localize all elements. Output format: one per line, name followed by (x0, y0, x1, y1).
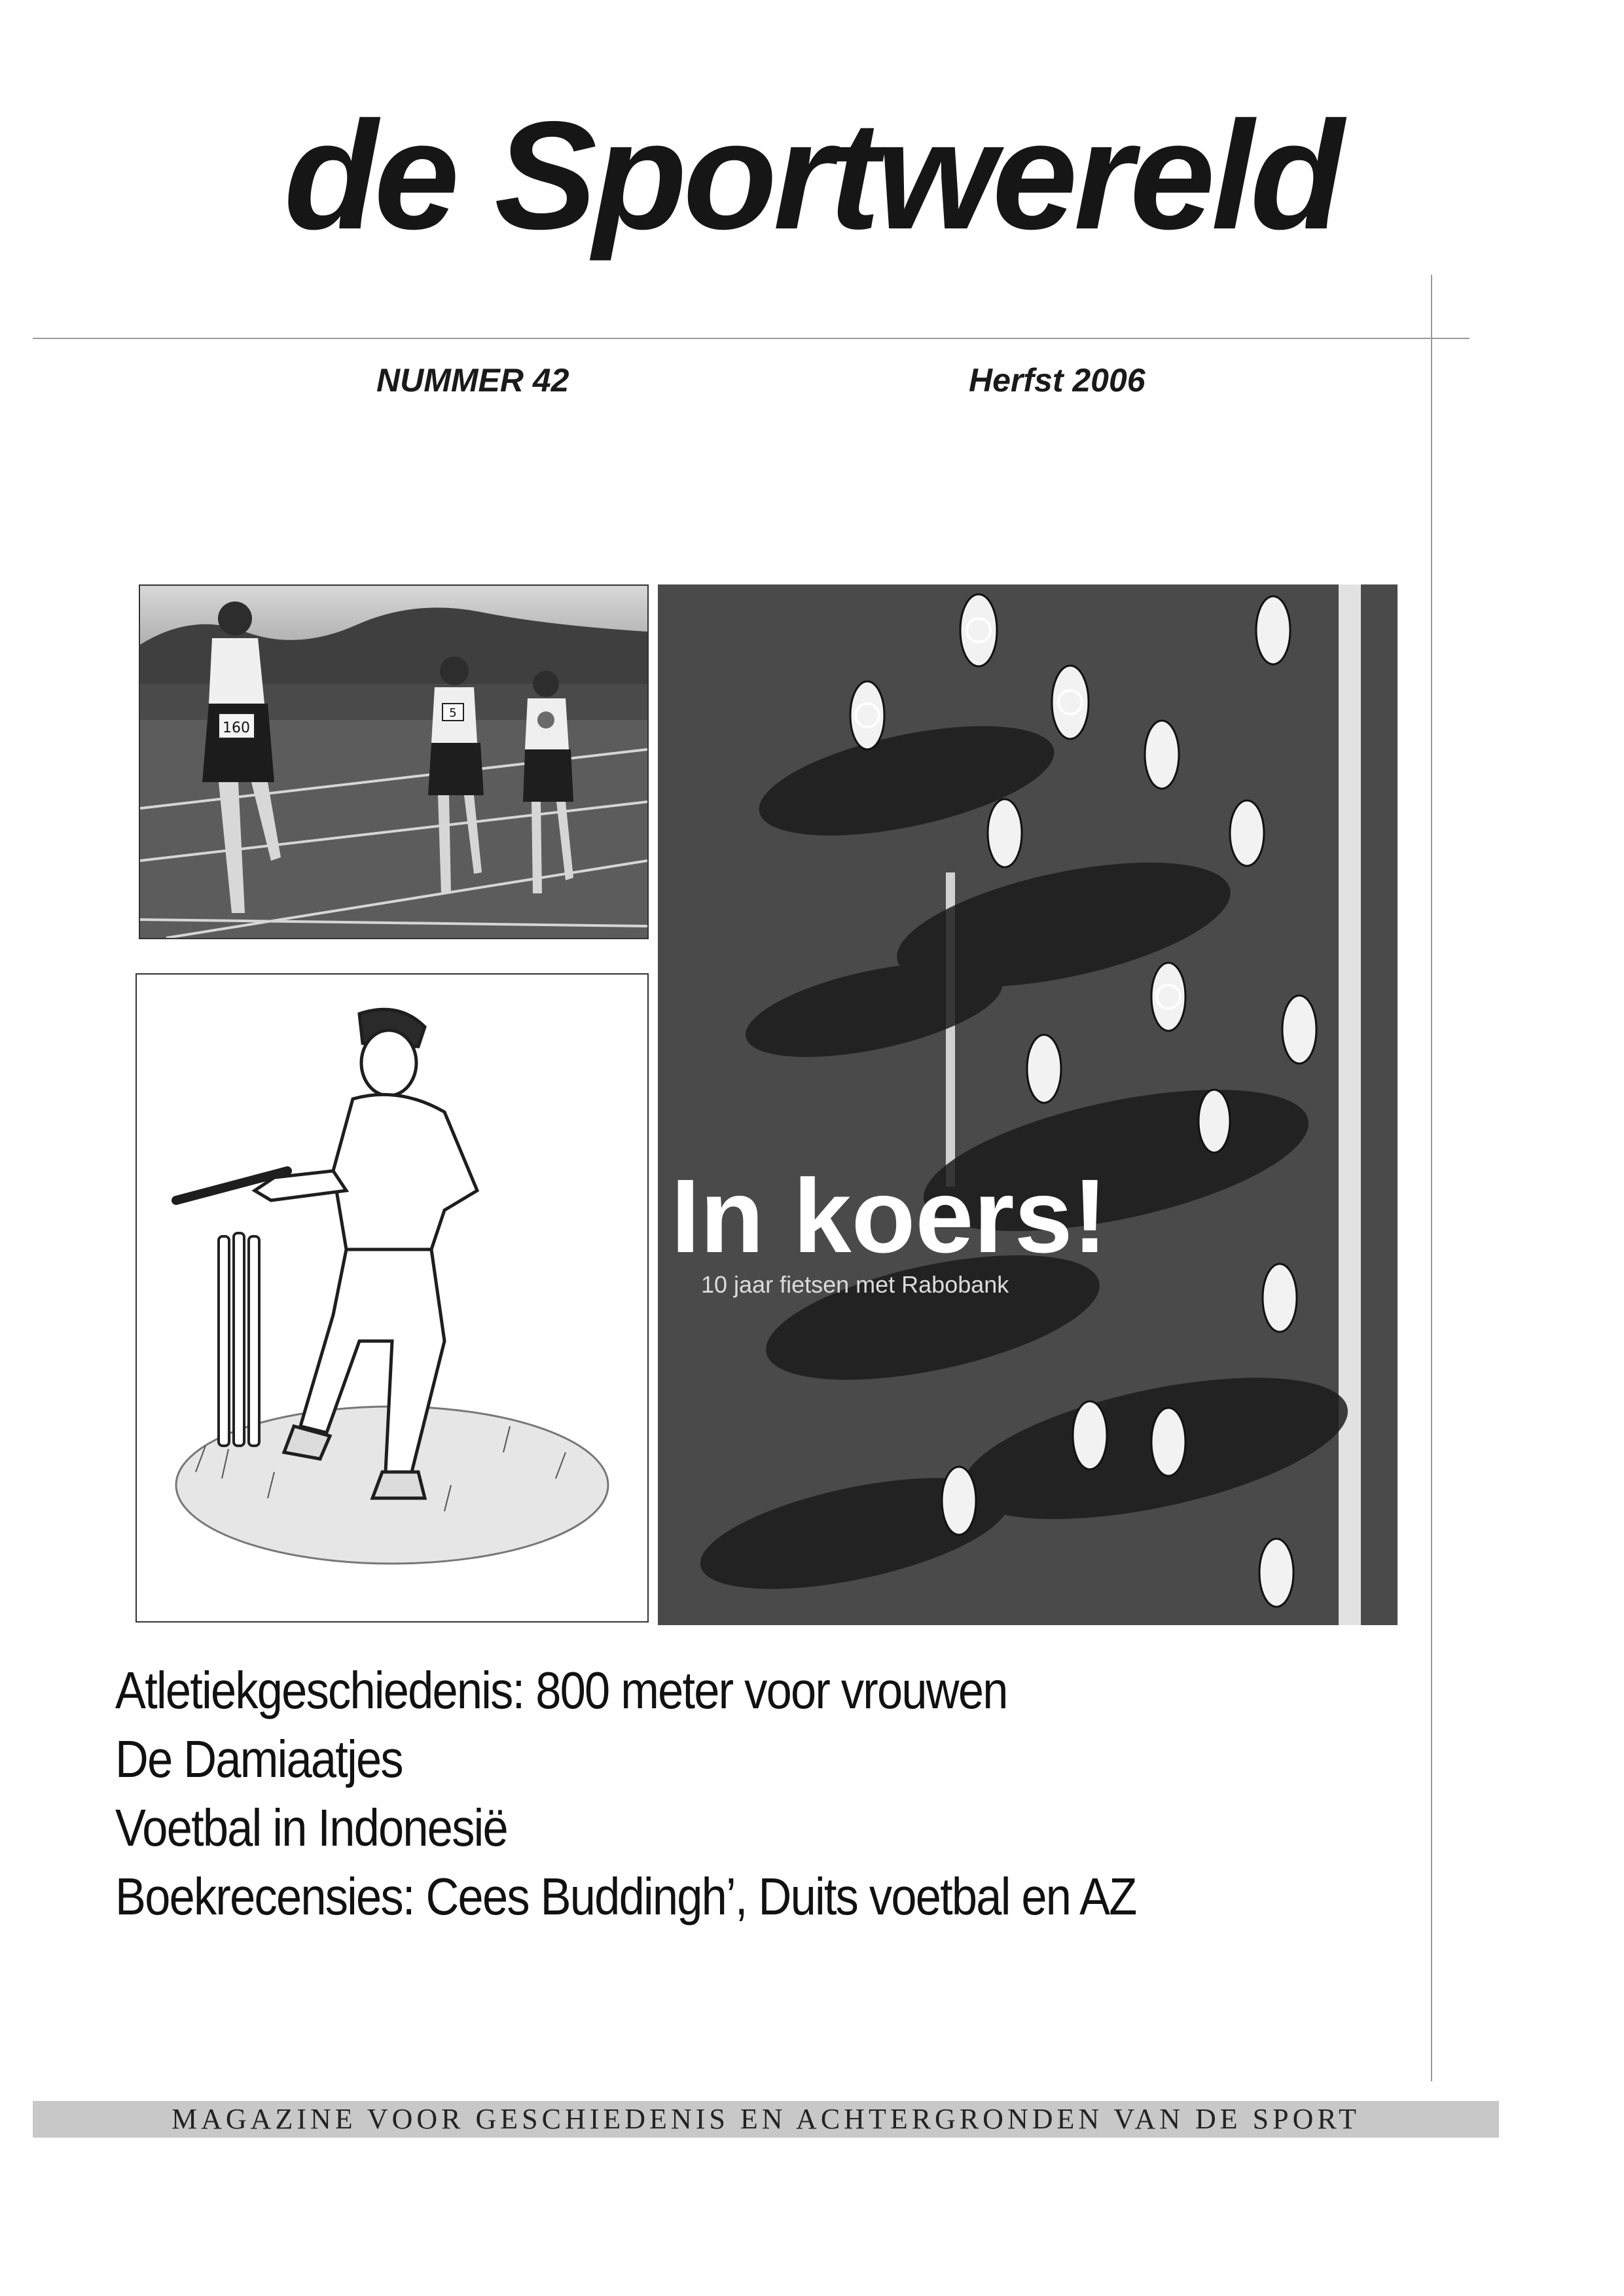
cricket-illustration (135, 973, 649, 1623)
headline-list (115, 1656, 1136, 1931)
headline-item: Boekrecensies: Cees Buddingh’, Duits voetbal en AZ (115, 1867, 1136, 1926)
wicket-stumps (219, 1233, 259, 1446)
magazine-tagline: MAGAZINE VOOR GESCHIEDENIS EN ACHTERGRONDEN VAN DE SPORT (33, 2101, 1499, 2138)
right-margin-rule (1431, 275, 1432, 2081)
header-divider (33, 338, 1470, 339)
magazine-title: de Sportwereld (283, 89, 1341, 261)
headline-item: Voetbal in Indonesië (115, 1799, 507, 1857)
runner-bib: 5 (449, 706, 457, 720)
issue-number: NUMMER 42 (376, 362, 569, 399)
issue-season: Herfst 2006 (969, 362, 1146, 399)
cover-image-title: In koers! (671, 1157, 1108, 1274)
runners-photo (139, 584, 649, 939)
headline-item: Atletiekgeschiedenis: 800 meter voor vrouwen (115, 1661, 1007, 1719)
runner-bib: 160 (223, 720, 250, 736)
in-koers-cover-image (658, 584, 1398, 1625)
cover-image-subtitle: 10 jaar fietsen met Rabobank (701, 1271, 1009, 1298)
headline-item: De Damiaatjes (115, 1730, 403, 1788)
